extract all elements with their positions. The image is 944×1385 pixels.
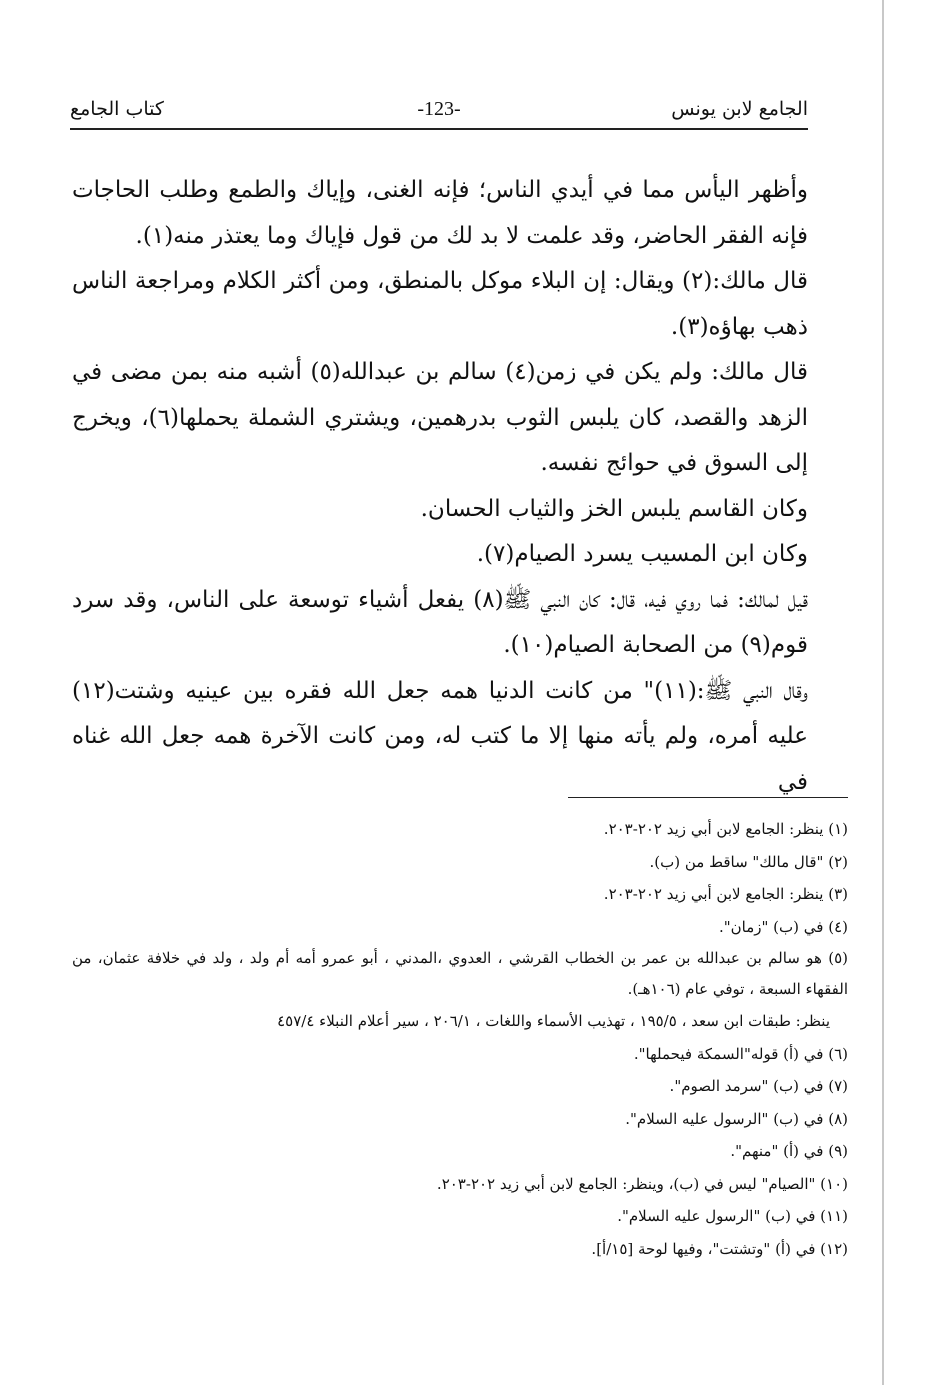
paragraph-2: قال مالك:(٢) ويقال: إن البلاء موكل بالمنطق، ومن أكثر الكلام ومراجعة الناس ذهب بهاؤه(٣). [72, 268, 808, 340]
running-header [70, 98, 808, 130]
footnote-separator [568, 797, 848, 798]
page-edge-shadow [882, 0, 884, 1385]
footnote-9: (٩) في (أ) "منهم". [730, 1142, 848, 1160]
header-rule [70, 128, 808, 130]
paragraph-3: قال مالك: ولم يكن في زمن(٤) سالم بن عبدالله(٥) أشبه منه بمن مضى في الزهد والقصد، كان يلبس الثوب بدرهمين، ويشتري الشملة يحملها(٦)، ويخرج إلى السوق في حوائج نفسه. [72, 359, 808, 476]
footnote-5-sources: ينظر: طبقات ابن سعد ، ١٩٥/٥ ، تهذيب الأسماء واللغات ، ٢٠٦/١ ، سير أعلام النبلاء ٤٥٧/٤ [277, 1012, 830, 1030]
footnote-2: (٢) "قال مالك" ساقط من (ب). [649, 852, 848, 871]
header-book-title: الجامع لابن يونس [671, 98, 808, 120]
footnote-5: (٥) هو سالم بن عبدالله بن عمر بن الخطاب القرشي ، العدوي ،المدني ، أبو عمرو أمه أم ولد ، ولد في خلافة عثمان، من الفقهاء السبعة ، توفي عام (١٠٦هـ). [72, 949, 848, 998]
footnote-11: (١١) في (ب) "الرسول عليه السلام". [617, 1207, 848, 1225]
footnote-4: (٤) في (ب) "زمان". [718, 917, 848, 936]
footnote-8: (٨) في (ب) "الرسول عليه السلام". [625, 1109, 848, 1128]
header-chapter-title: كتاب الجامع [70, 98, 164, 120]
footnote-6: (٦) في (أ) قوله"السمكة فيحملها". [633, 1044, 848, 1063]
paragraph-1: وأظهر اليأس مما في أيدي الناس؛ فإنه الغنى، وإياك والطمع وطلب الحاجات فإنه الفقر الحاضر، وقد علمت لا بد لك من قول فإياك وما يعتذر منه(١). [72, 177, 808, 249]
main-text [72, 168, 808, 805]
paragraph-5: وكان ابن المسيب يسرد الصيام(٧). [476, 541, 808, 567]
footnote-7: (٧) في (ب) "سرمد الصوم". [669, 1077, 848, 1095]
paragraph-4: وكان القاسم يلبس الخز والثياب الحسان. [420, 495, 808, 522]
page-number: -123- [417, 98, 461, 120]
paragraph-6: قيل لمالك: فما روي فيه، قال: كان النبي ﷺ(٨) يفعل أشياء توسعة على الناس، وقد سرد قوم(٩) من الصحابة الصيام(١٠). [72, 586, 808, 658]
footnote-10: (١٠) "الصيام" ليس في (ب)، وينظر: الجامع لابن أبي زيد ٢٠٢-٢٠٣. [436, 1174, 848, 1193]
footnotes [72, 813, 848, 1265]
paragraph-7: وقال النبي ﷺ:(١١)" من كانت الدنيا همه جعل الله فقره بين عينيه وشتت(١٢) عليه أمره، ولم يأته منها إلا ما كتب له، ومن كانت الآخرة همه جعل الله غناه في [72, 677, 809, 795]
footnote-3: (٣) ينظر: الجامع لابن أبي زيد ٢٠٢-٢٠٣. [603, 885, 848, 903]
footnote-12: (١٢) في (أ) "وتشتت"، وفيها لوحة [١٥/أ]. [591, 1239, 848, 1258]
footnote-1: (١) ينظر: الجامع لابن أبي زيد ٢٠٢-٢٠٣. [603, 820, 848, 838]
